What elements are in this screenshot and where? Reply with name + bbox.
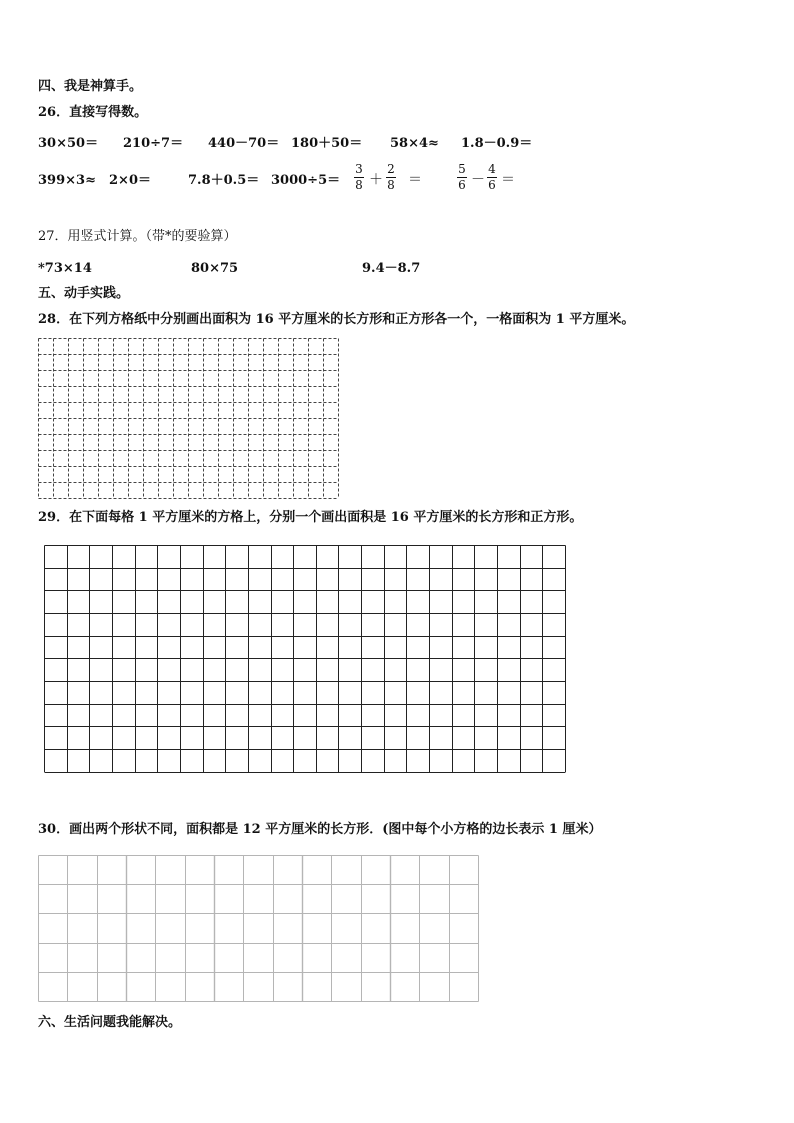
q27-item: 9.4－8.7 [362,261,421,276]
equals-sign: ＝ [501,172,515,188]
fraction-numerator: 3 [355,162,363,176]
dashed-grid-paper [38,338,339,499]
q26-item: 3000÷5＝ [271,173,341,188]
fraction-2-8 [386,163,396,192]
q26-item: 7.8＋0.5＝ [188,173,260,188]
q26-item: 58×4≈ [390,136,439,151]
q26-item: 210÷7＝ [123,136,184,151]
section-6-heading: 六、生活问题我能解决。 [38,1015,182,1030]
fraction-denominator: 8 [387,178,395,192]
q27-title: 27．用竖式计算。（带*的要验算） [38,229,237,244]
q26-item: 1.8－0.9＝ [461,136,533,151]
q26-title: 26．直接写得数。 [38,105,148,120]
section-4-heading: 四、我是神算手。 [38,79,143,94]
plus-operator: ＋ [369,172,383,188]
fraction-3-8 [354,163,364,192]
section-5-heading: 五、动手实践。 [38,286,130,301]
fraction-denominator: 8 [355,178,363,192]
q29-title: 29．在下面每格 1 平方厘米的方格上，分别一个画出面积是 16 平方厘米的长方形和正方形。 [38,510,583,525]
fraction-5-6 [457,163,467,192]
q28-title: 28．在下列方格纸中分别画出面积为 16 平方厘米的长方形和正方形各一个，一格面积为 1 平方厘米。 [38,312,635,327]
fraction-numerator: 5 [458,162,466,176]
solid-grid-paper [44,545,567,773]
minus-operator: － [471,172,485,188]
fraction-numerator: 4 [488,162,496,176]
fraction-denominator: 6 [458,178,466,192]
q27-item: *73×14 [38,261,92,276]
q26-item: 399×3≈ [38,173,96,188]
q26-item: 440－70＝ [208,136,280,151]
light-grid-paper [38,855,479,1002]
q26-item: 2×0＝ [109,173,151,188]
q26-item: 30×50＝ [38,136,99,151]
q30-title: 30．画出两个形状不同，面积都是 12 平方厘米的长方形．(图中每个小方格的边长表示 1 厘米） [38,822,602,837]
fraction-4-6 [487,163,497,192]
q27-item: 80×75 [191,261,239,276]
equals-sign: ＝ [408,172,422,188]
fraction-numerator: 2 [387,162,395,176]
fraction-denominator: 6 [488,178,496,192]
q26-item: 180＋50＝ [291,136,363,151]
